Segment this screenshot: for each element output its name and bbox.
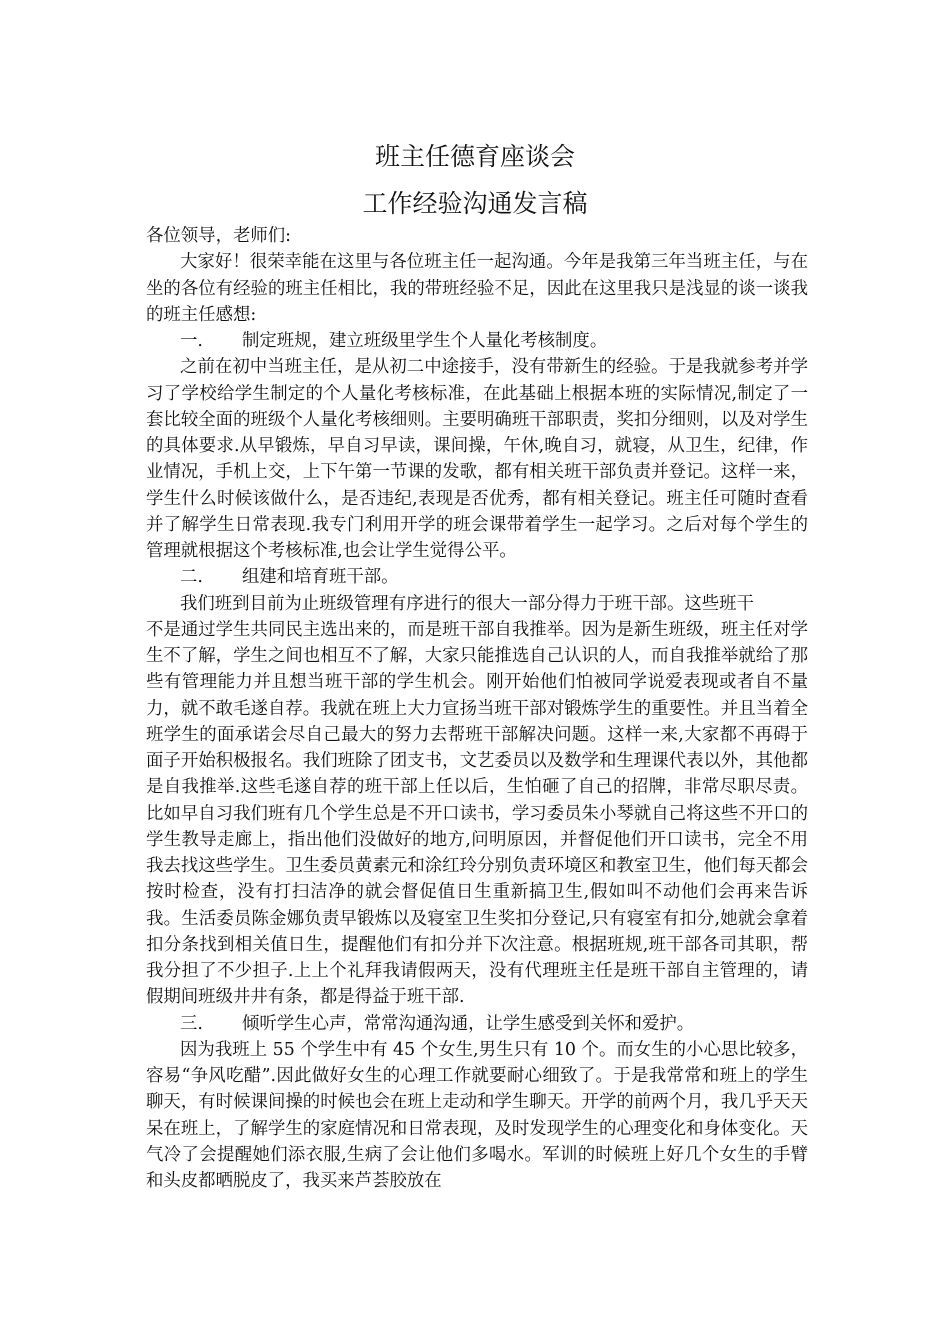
document-subtitle: 工作经验沟通发言稿 — [362, 189, 588, 218]
section-1-number: 一. — [180, 331, 203, 351]
section-2-heading-text: 组建和培育班干部。 — [242, 567, 399, 588]
section-2-heading — [146, 564, 808, 590]
section-1-heading — [146, 328, 808, 354]
section-1-paragraph: 之前在初中当班主任，是从初二中途接手，没有带新生的经验。于是我就参考并学习了学校给学生制定的个人量化考核标准，在此基础上根据本班的实际情况,制定了一套比较全面的班级个人量化考核细则。主要明确班干部职责，奖扣分细则，以及对学生的具体要求.从早锻炼，早自习早读，课间操，午休,晚自习，就寝，从卫生，纪律，作业情况，手机上交，上下午第一节课的发歌，都有相关班干部负责并登记。这样一来，学生什么时候该做什么，是否违纪,表现是否优秀，都有相关登记。班主任可随时查看并了解学生日常表现.我专门利用开学的班会课带着学生一起学习。之后对每个学生的管理就根据这个考核标准,也会让学生觉得公平。 — [146, 357, 808, 561]
section-3-heading — [146, 1011, 808, 1037]
section-3-heading-text: 倾听学生心声，常常沟通沟通，让学生感受到关怀和爱护。 — [242, 1013, 695, 1034]
section-3-paragraph: 因为我班上 55 个学生中有 45 个女生,男生只有 10 个。而女生的小心思比较多，容易“争风吃醋”.因此做好女生的心理工作就要耐心细致了。于是我常常和班上的学生聊天，有时候课间操的时候也会在班上走动和学生聊天。开学的前两个月，我几乎天天呆在班上，了解学生的家庭情况和日常表现，及时发现学生的心理变化和身体变化。天气冷了会提醒她们添衣服,生病了会让他们多喝水。军训的时候班上好几个女生的手臂和头皮都晒脱皮了，我买来芦荟胶放在 — [146, 1039, 808, 1191]
section-2-number: 二. — [180, 567, 203, 588]
salutation: 各位领导，老师们: — [146, 226, 291, 246]
document-body — [146, 223, 808, 1194]
section-1-heading-text: 制定班规，建立班级里学生个人量化考核制度。 — [242, 331, 608, 351]
document-title: 班主任德育座谈会 — [374, 142, 575, 171]
intro-paragraph: 大家好！很荣幸能在这里与各位班主任一起沟通。今年是我第三年当班主任，与在坐的各位有经验的班主任相比，我的带班经验不足，因此在这里我只是浅显的谈一谈我的班主任感想: — [146, 252, 808, 325]
section-2-paragraph-rest: 不是通过学生共同民主选出来的，而是班干部自我推举。因为是新生班级，班主任对学生不了解，学生之间也相互不了解，大家只能推选自己认识的人，而自我推举就给了那些有管理能力并且想当班干部的学生机会。刚开始他们怕被同学说爱表现或者自不量力，就不敢毛遂自荐。我就在班上大力宣扬当班干部对锻炼学生的重要性。并且当着全班学生的面承诺会尽自己最大的努力去帮班干部解决问题。这样一来,大家都不再碍于面子开始积极报名。我们班除了团支书，文艺委员以及数学和生理课代表以外，其他都是自我推举.这些毛遂自荐的班干部上任以后，生怕砸了自己的招牌，非常尽职尽责。比如早自习我们班有几个学生总是不开口读书，学习委员朱小琴就自己将这些不开口的学生教导走廊上，指出他们没做好的地方,问明原因，并督促他们开口读书，完全不用我去找这些学生。卫生委员黄素元和涂红玲分别负责环境区和教室卫生，他们每天都会按时检查，没有打扫洁净的就会督促值日生重新搞卫生,假如叫不动他们会再来告诉我。生活委员陈金娜负责早锻炼以及寝室卫生奖扣分登记,只有寝室有扣分,她就会拿着扣分条找到相关值日生，提醒他们有扣分并下次注意。根据班规,班干部各司其职，帮我分担了不少担子.上上个礼拜我请假两天，没有代理班主任是班干部自主管理的，请假期间班级井井有条，都是得益于班干部. — [146, 619, 808, 1008]
section-2-paragraph-start: 我们班到目前为止班级管理有序进行的很大一部分得力于班干部。这些班干 — [180, 593, 754, 614]
section-3-number: 三. — [180, 1013, 203, 1034]
